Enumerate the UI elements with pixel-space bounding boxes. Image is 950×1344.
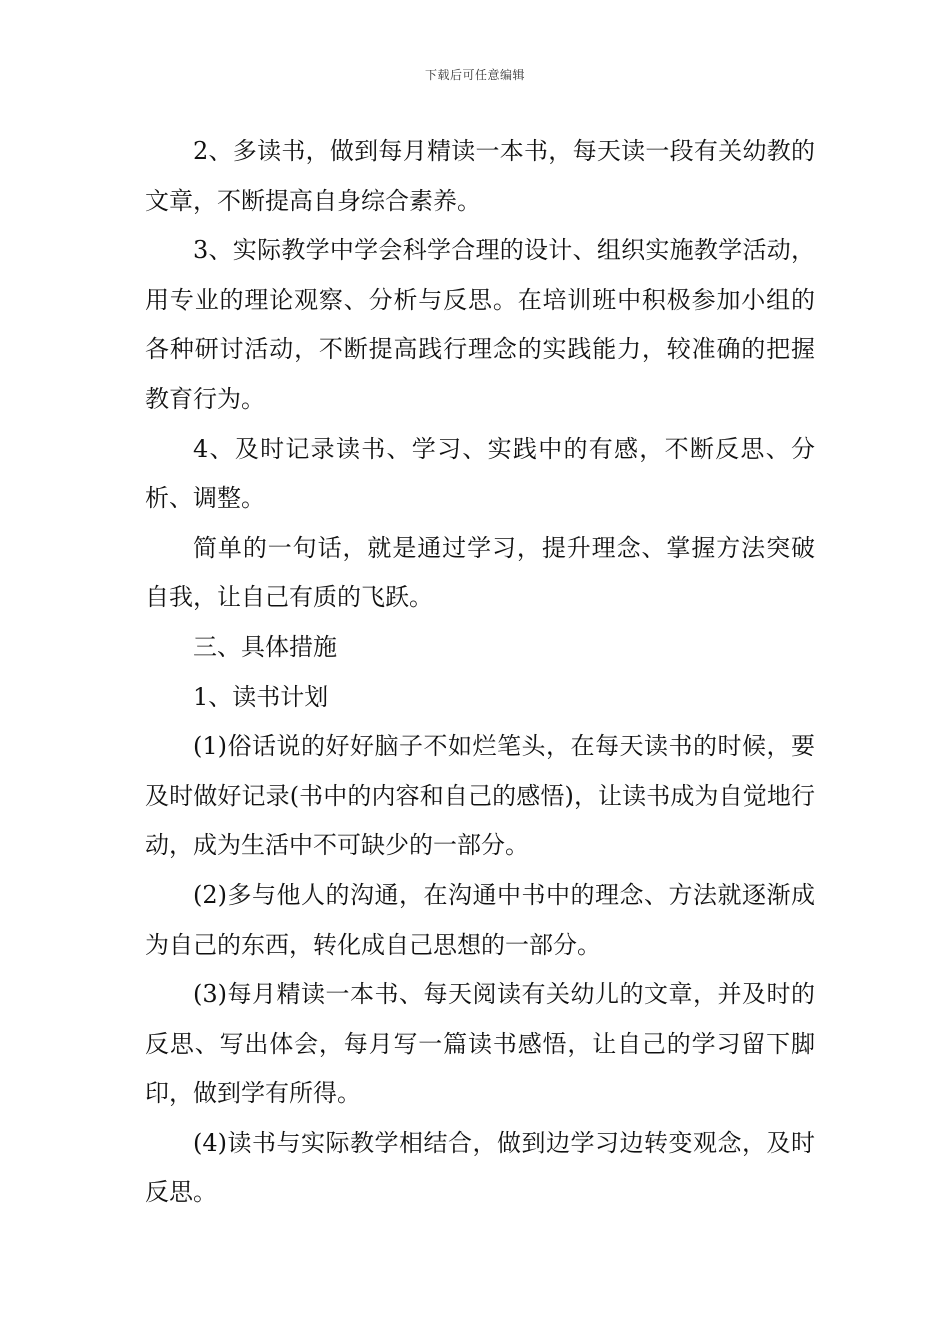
- document-body: [145, 127, 815, 1218]
- paragraph-plan-1: (1)俗话说的好好脑子不如烂笔头，在每天读书的时候，要及时做好记录(书中的内容和自己的感悟)，让读书成为自觉地行动，成为生活中不可缺少的一部分。: [145, 732, 815, 860]
- paragraph-summary: 简单的一句话，就是通过学习，提升理念、掌握方法突破自我，让自己有质的飞跃。: [145, 533, 815, 612]
- paragraph-item-4-recording: 4、及时记录读书、学习、实践中的有感，不断反思、分析、调整。: [145, 434, 815, 513]
- paragraph-plan-2: (2)多与他人的沟通，在沟通中书中的理念、方法就逐渐成为自己的东西，转化成自己思想的一部分。: [145, 880, 815, 959]
- page-header: 下载后可任意编辑: [424, 68, 525, 82]
- paragraph-item-2-reading: 2、多读书，做到每月精读一本书，每天读一段有关幼教的文章，不断提高自身综合素养。: [145, 137, 815, 215]
- paragraph-plan-3: (3)每月精读一本书、每天阅读有关幼儿的文章，并及时的反思、写出体会，每月写一篇读书感悟，让自己的学习留下脚印，做到学有所得。: [145, 980, 815, 1108]
- paragraph-plan-4: (4)读书与实际教学相结合，做到边学习边转变观念，及时反思。: [145, 1128, 815, 1207]
- section-heading-measures: 三、具体措施: [193, 632, 337, 661]
- subsection-heading-reading-plan: 1、读书计划: [193, 682, 329, 711]
- paragraph-item-3-teaching: 3、实际教学中学会科学合理的设计、组织实施教学活动，用专业的理论观察、分析与反思。在培训班中积极参加小组的各种研讨活动，不断提高践行理念的实践能力，较准确的把握教育行为。: [145, 236, 815, 413]
